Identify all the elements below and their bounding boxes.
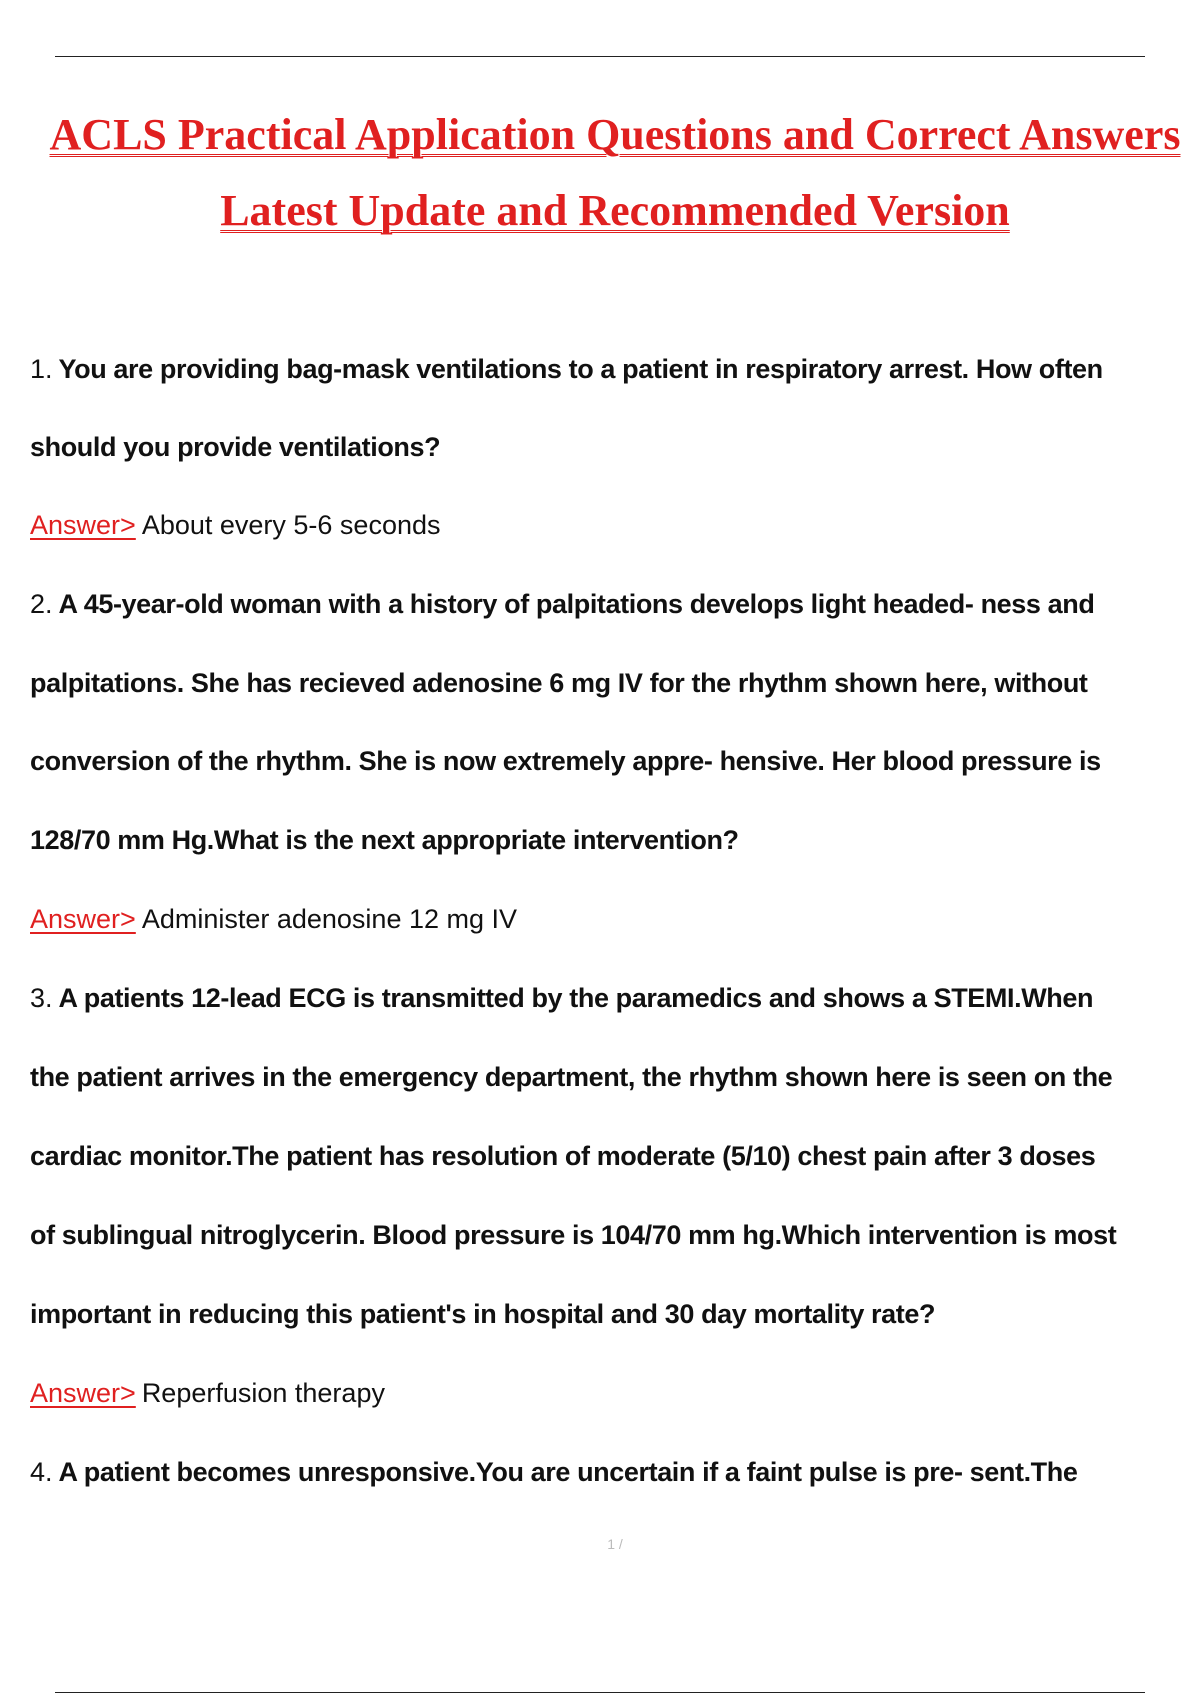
question-number: 3. [30,983,53,1013]
answer-text: About every 5-6 seconds [141,510,441,540]
answer-label: Answer> [30,510,136,540]
question-3-line-1: 3. A patients 12-lead ECG is transmitted by the paramedics and shows a STEMI.When [30,983,1094,1013]
question-3-line-5: important in reducing this patient's in hospital and 30 day mortality rate? [30,1299,936,1329]
answer-label: Answer> [30,904,136,934]
document-title-line-2: Latest Update and Recommended Version [220,186,1010,235]
question-4-line-1: 4. A patient becomes unresponsive.You are uncertain if a faint pulse is pre- sent.The [30,1457,1078,1487]
question-2-line-3: conversion of the rhythm. She is now extremely appre- hensive. Her blood pressure is [30,746,1101,776]
question-2-line-2: palpitations. She has recieved adenosine 6 mg IV for the rhythm shown here, without [30,668,1088,698]
question-3-line-2: the patient arrives in the emergency department, the rhythm shown here is seen on the [30,1062,1113,1092]
page-number: 1 / [607,1536,623,1552]
bottom-rule [55,1692,1145,1693]
question-2-line-1: 2. A 45-year-old woman with a history of palpitations develops light headed- ness and [30,589,1095,619]
answer-text: Administer adenosine 12 mg IV [141,904,518,934]
answer-label: Answer> [30,1378,136,1408]
answer-1 [30,508,1185,542]
answer-3 [30,1376,1185,1410]
document-title-line-1: ACLS Practical Application Questions and Correct Answers [49,110,1181,159]
question-number: 4. [30,1457,53,1487]
question-number: 1. [30,354,53,384]
answer-2 [30,902,1185,936]
question-3-line-3: cardiac monitor.The patient has resolution of moderate (5/10) chest pain after 3 doses [30,1141,1096,1171]
question-number: 2. [30,589,53,619]
question-3-line-4: of sublingual nitroglycerin. Blood pressure is 104/70 mm hg.Which intervention is most [30,1220,1117,1250]
question-1-line-2: should you provide ventilations? [30,432,441,462]
top-rule [55,56,1145,57]
answer-text: Reperfusion therapy [141,1378,385,1408]
question-1-line-1: 1. You are providing bag-mask ventilations to a patient in respiratory arrest. How often [30,354,1103,384]
question-2-line-4: 128/70 mm Hg.What is the next appropriate intervention? [30,825,739,855]
